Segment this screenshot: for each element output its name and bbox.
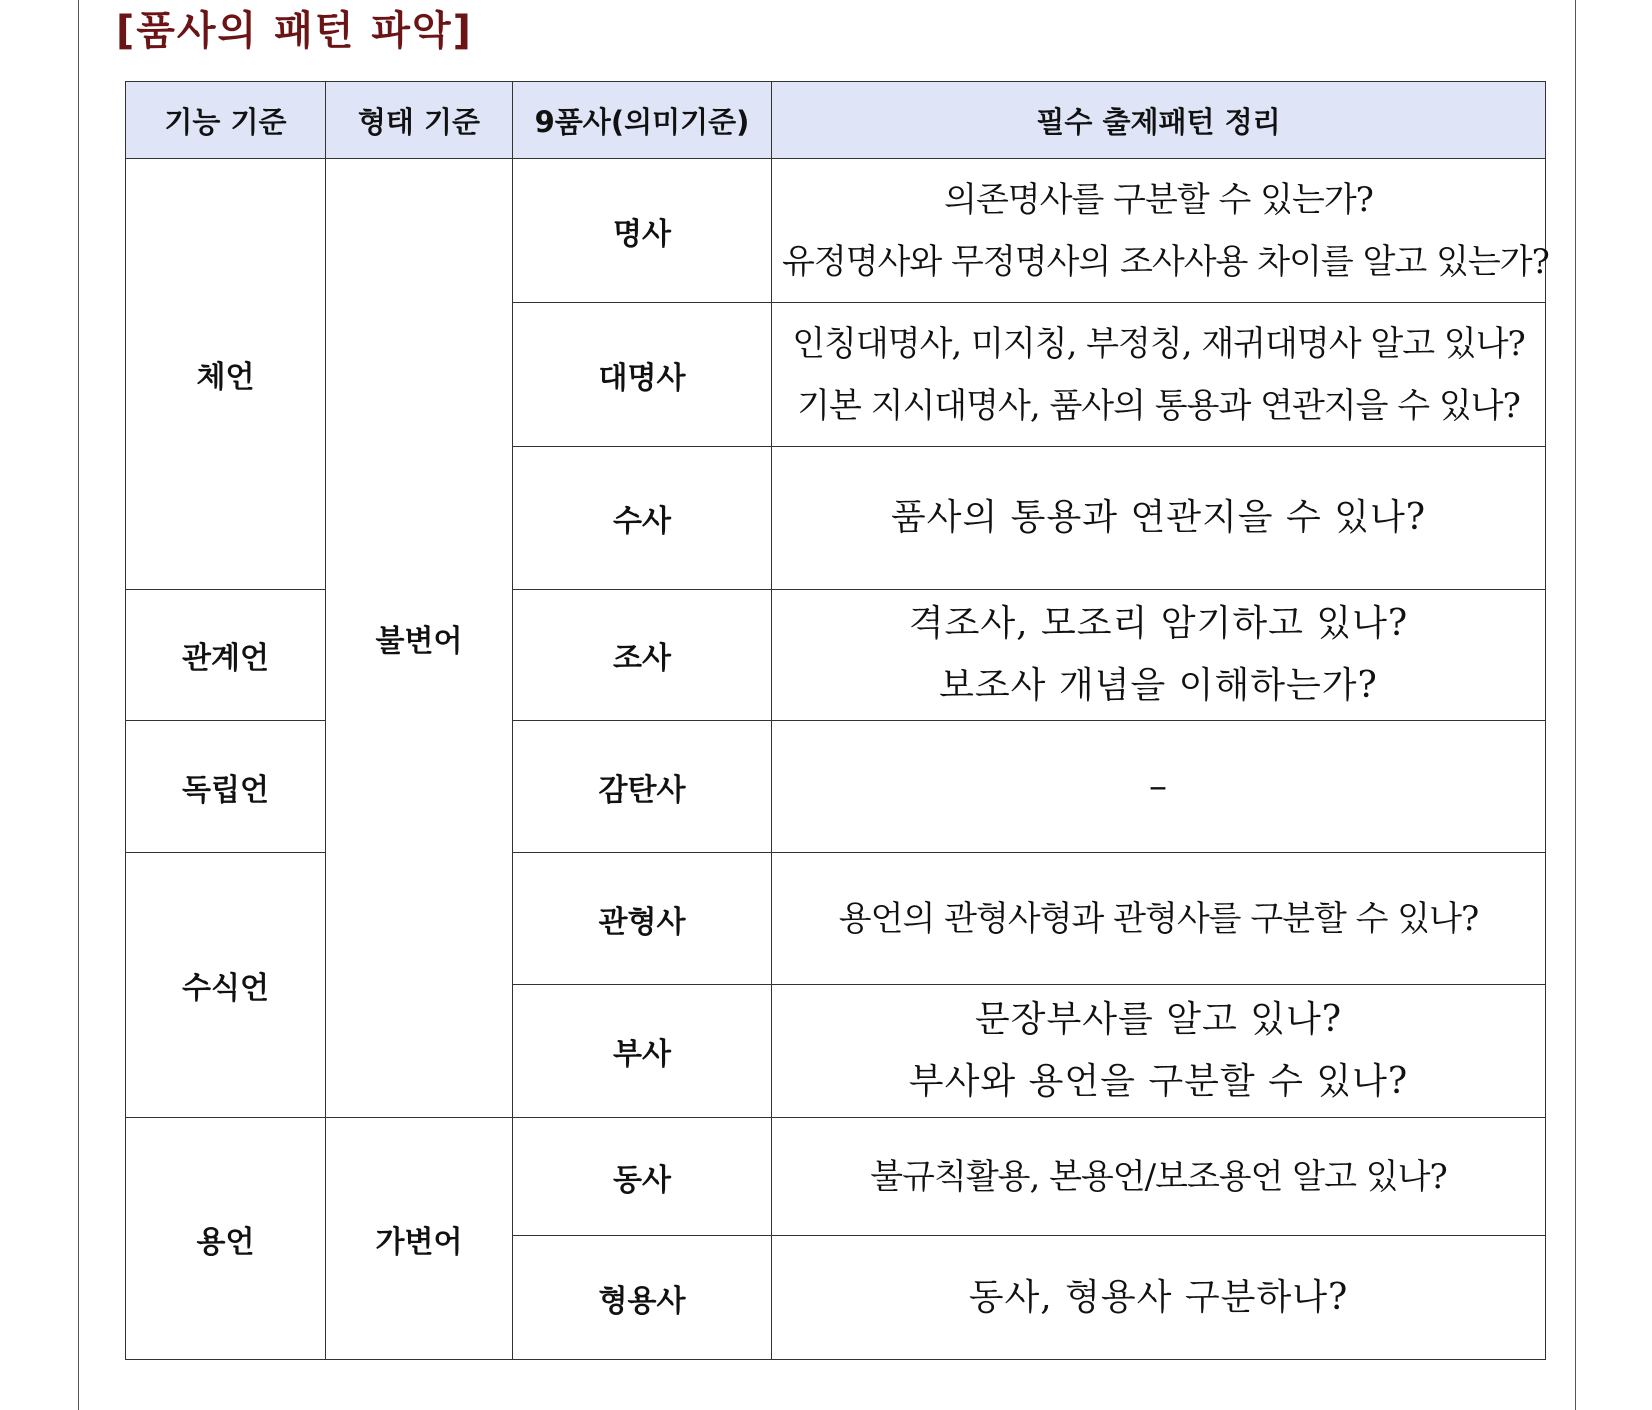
function-cell: 관계언 <box>126 590 326 721</box>
form-cell: 불변어 <box>326 159 513 1118</box>
pos-cell: 대명사 <box>513 303 772 447</box>
pos-cell: 동사 <box>513 1118 772 1236</box>
pattern-line: 격조사, 모조리 암기하고 있나? <box>908 603 1409 644</box>
table-row <box>126 159 1546 303</box>
section-title: [품사의 패턴 파악] <box>116 8 473 54</box>
pattern-line: 동사, 형용사 구분하나? <box>968 1276 1349 1318</box>
pos-cell: 수사 <box>513 447 772 590</box>
pattern-line: 문장부사를 알고 있나? <box>974 999 1343 1040</box>
pattern-line: – <box>1149 765 1168 807</box>
pos-cell: 형용사 <box>513 1236 772 1360</box>
header-function: 기능 기준 <box>126 82 326 159</box>
pattern-cell <box>772 853 1546 985</box>
header-pos: 9품사(의미기준) <box>513 82 772 159</box>
function-cell: 수식언 <box>126 853 326 1118</box>
pos-cell: 감탄사 <box>513 721 772 853</box>
pattern-line: 보조사 개념을 이해하는가? <box>939 665 1378 706</box>
form-cell: 가변어 <box>326 1118 513 1360</box>
pattern-cell <box>772 447 1546 590</box>
pattern-line: 부사와 용언을 구분할 수 있나? <box>908 1061 1409 1102</box>
pos-cell: 조사 <box>513 590 772 721</box>
pattern-line: 불규칙활용, 본용언/보조용언 알고 있나? <box>870 1156 1447 1197</box>
pattern-cell <box>772 590 1546 721</box>
function-cell: 용언 <box>126 1118 326 1360</box>
function-cell: 체언 <box>126 159 326 590</box>
pattern-cell <box>772 303 1546 447</box>
pattern-line: 인칭대명사, 미지칭, 부정칭, 재귀대명사 알고 있나? <box>792 323 1525 364</box>
pattern-line: 용언의 관형사형과 관형사를 구분할 수 있나? <box>838 898 1479 939</box>
page-border-left <box>78 0 79 1410</box>
pattern-line: 의존명사를 구분할 수 있는가? <box>944 179 1373 220</box>
table-header-row <box>126 82 1546 159</box>
pattern-line: 유정명사와 무정명사의 조사사용 차이를 알고 있는가? <box>782 241 1549 282</box>
header-form: 형태 기준 <box>326 82 513 159</box>
pos-cell: 명사 <box>513 159 772 303</box>
pattern-line: 품사의 통용과 연관지을 수 있나? <box>890 497 1427 538</box>
pos-cell: 관형사 <box>513 853 772 985</box>
pattern-cell <box>772 1236 1546 1360</box>
pattern-cell <box>772 721 1546 853</box>
pattern-line: 기본 지시대명사, 품사의 통용과 연관지을 수 있나? <box>797 385 1520 426</box>
pattern-cell <box>772 1118 1546 1236</box>
pattern-cell <box>772 159 1549 303</box>
pos-cell: 부사 <box>513 985 772 1118</box>
header-patterns: 필수 출제패턴 정리 <box>772 82 1546 159</box>
parts-of-speech-table <box>125 81 1549 1360</box>
page-border-right <box>1575 0 1576 1410</box>
pattern-cell <box>772 985 1546 1118</box>
function-cell: 독립언 <box>126 721 326 853</box>
table-row <box>126 1118 1546 1236</box>
